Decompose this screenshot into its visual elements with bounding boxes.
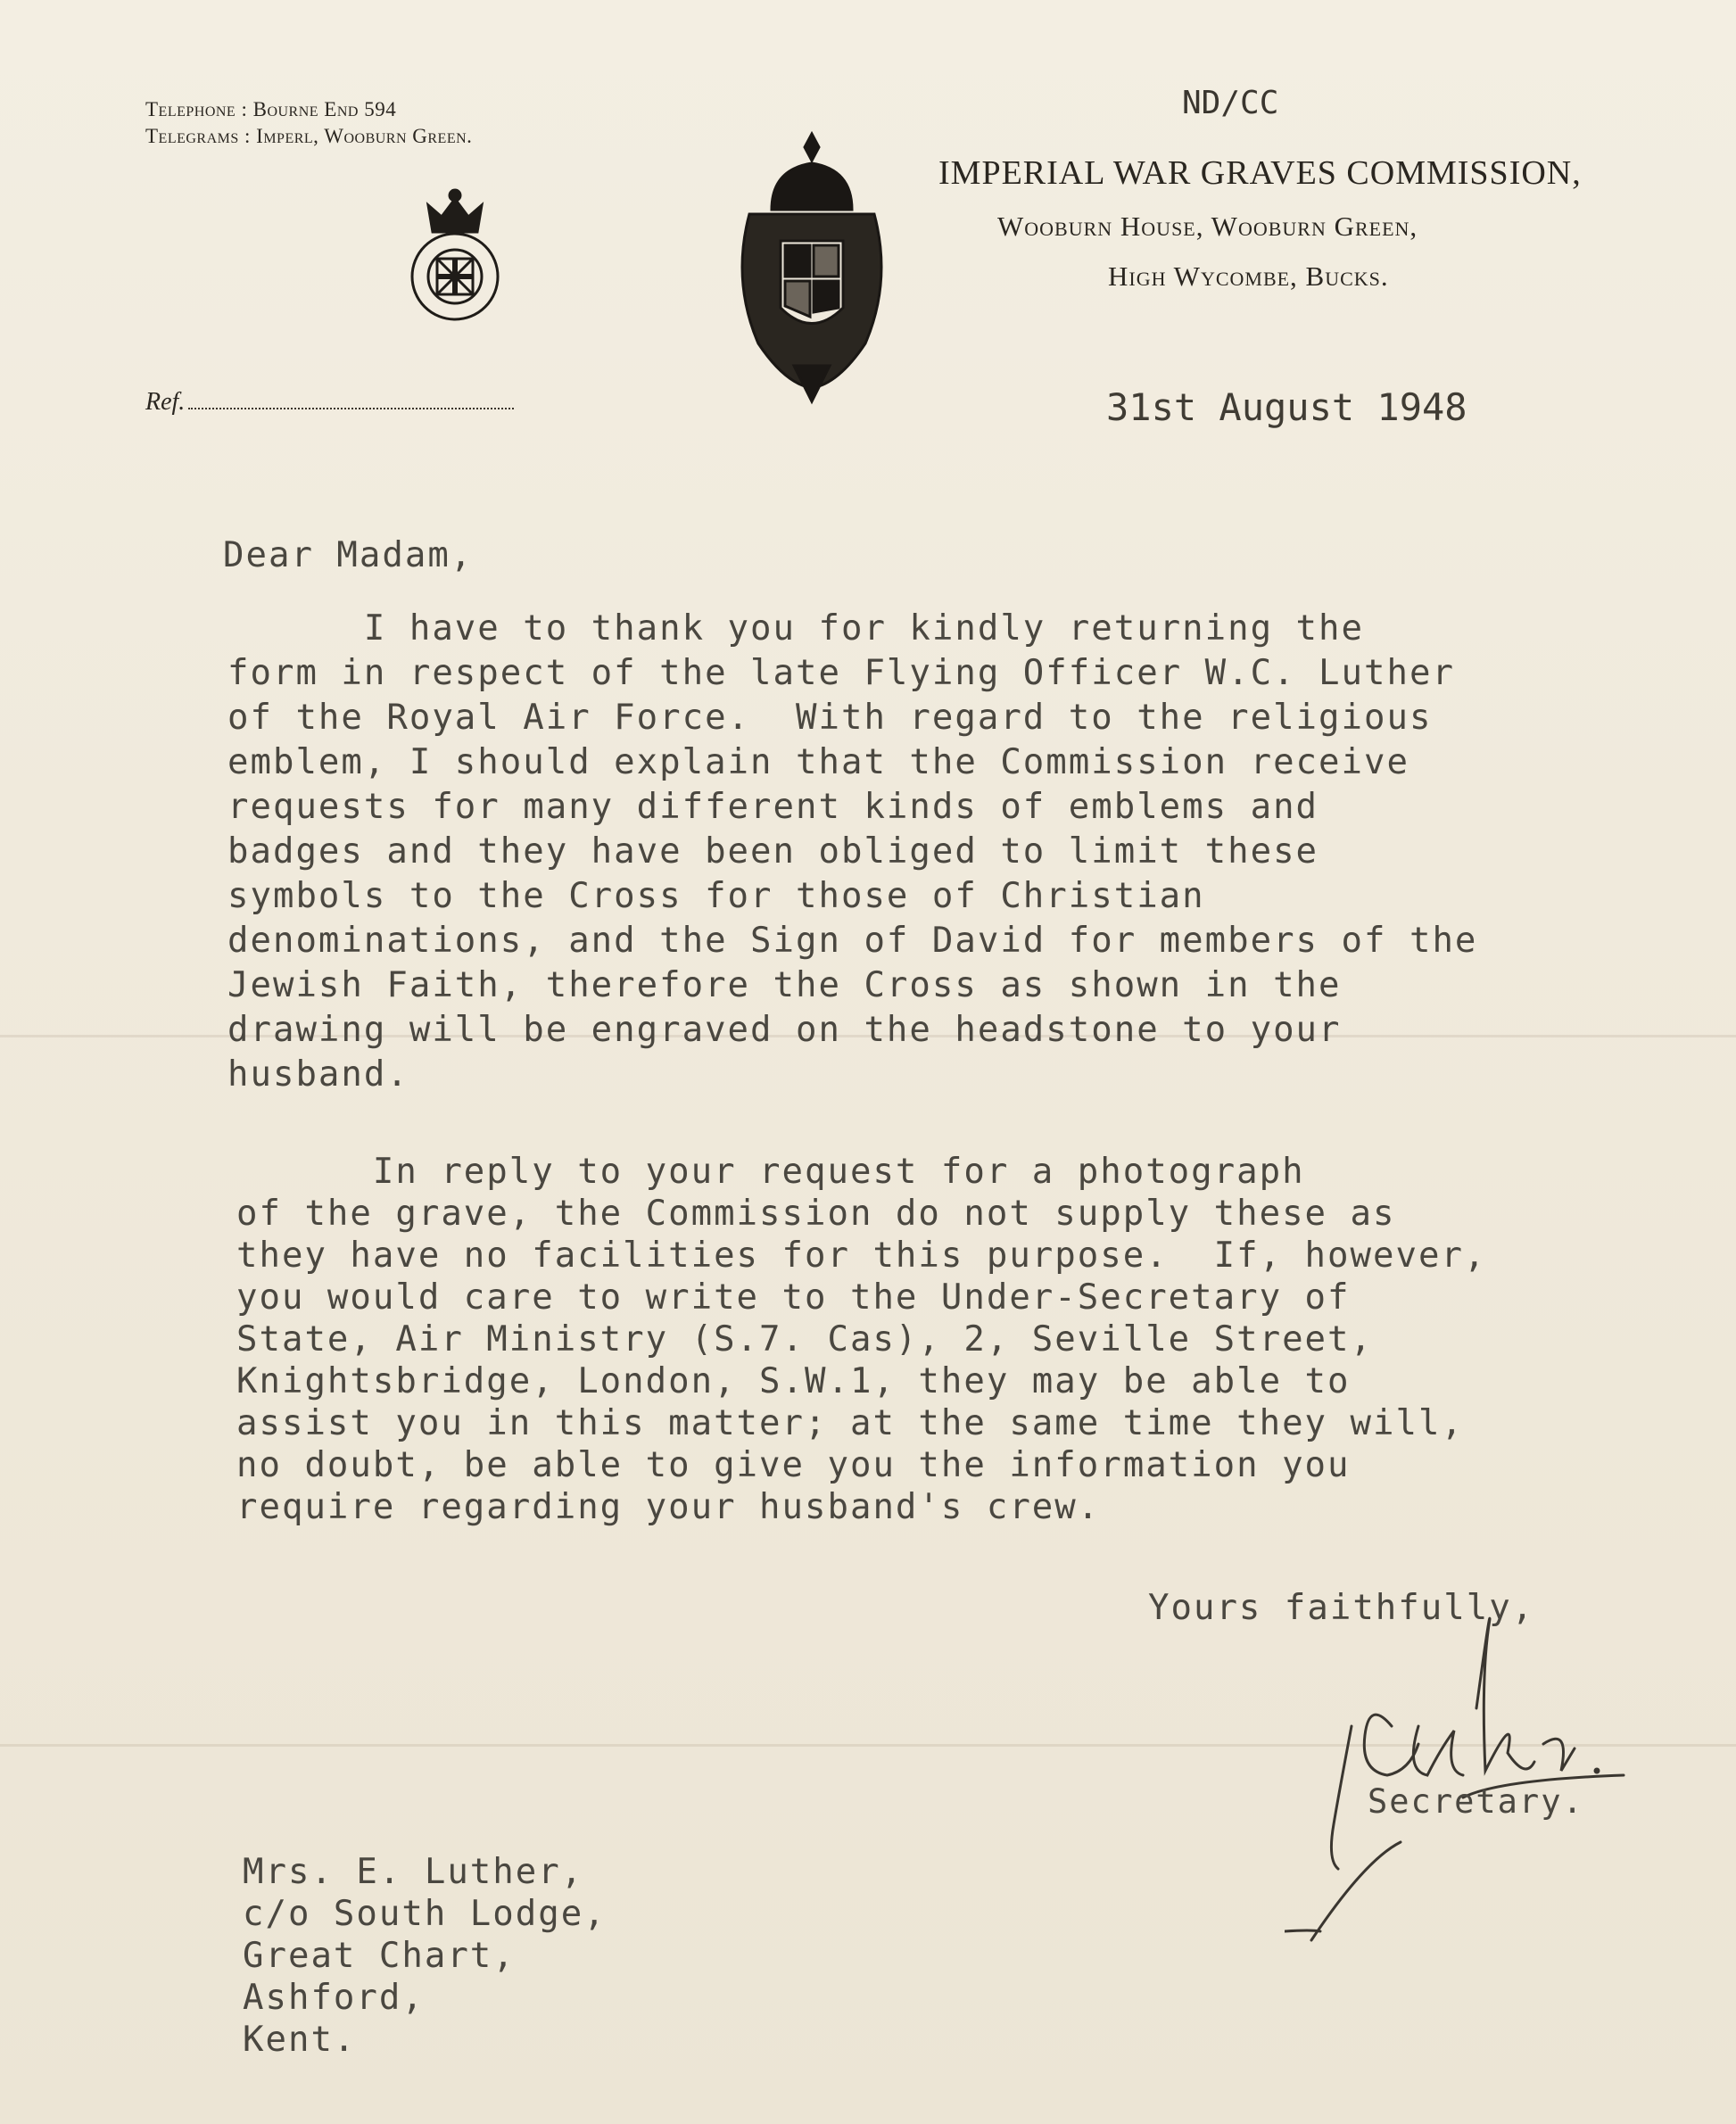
- body-line: In reply to your request for a photograph: [236, 1152, 1305, 1192]
- body-line: requests for many different kinds of emblems and: [227, 787, 1319, 827]
- body-line: assist you in this matter; at the same time they will,: [236, 1403, 1464, 1443]
- national-scheme-badge-icon: [406, 183, 504, 326]
- salutation: Dear Madam,: [223, 535, 474, 575]
- body-paragraph-2: [236, 1151, 1486, 1528]
- telegrams-line: Telegrams : Imperl, Wooburn Green.: [145, 125, 473, 147]
- recipient-line: Great Chart,: [243, 1936, 516, 1976]
- body-line: Knightsbridge, London, S.W.1, they may be able to: [236, 1361, 1351, 1401]
- organization-name: IMPERIAL WAR GRAVES COMMISSION,: [938, 154, 1582, 192]
- recipient-line: Ashford,: [243, 1978, 425, 2018]
- closing: Yours faithfully,: [1148, 1588, 1535, 1628]
- body-line: drawing will be engraved on the headstone to your: [227, 1010, 1342, 1050]
- body-line: require regarding your husband's crew.: [236, 1487, 1101, 1527]
- body-line: badges and they have been obliged to limit these: [227, 831, 1319, 872]
- recipient-line: Mrs. E. Luther,: [243, 1852, 584, 1892]
- body-line: I have to thank you for kindly returning the: [227, 608, 1364, 649]
- body-line: they have no facilities for this purpose. If, however,: [236, 1236, 1487, 1276]
- body-paragraph-1: [227, 607, 1477, 1097]
- body-line: no doubt, be able to give you the information you: [236, 1445, 1351, 1485]
- ref-field: [145, 388, 514, 417]
- handwritten-signature: [1285, 1592, 1659, 1967]
- letter-date: 31st August 1948: [1106, 385, 1467, 429]
- reference-code: ND/CC: [1182, 85, 1279, 121]
- body-line: denominations, and the Sign of David for members of the: [227, 921, 1478, 961]
- address-line-1: Wooburn House, Wooburn Green,: [997, 211, 1418, 242]
- body-line: Jewish Faith, therefore the Cross as shown in the: [227, 965, 1342, 1005]
- royal-coat-of-arms-icon: [723, 129, 901, 410]
- telephone-line: Telephone : Bourne End 594: [145, 98, 397, 120]
- body-line: you would care to write to the Under-Secretary of: [236, 1277, 1351, 1318]
- recipient-line: Kent.: [243, 2020, 357, 2060]
- body-line: symbols to the Cross for those of Christian: [227, 876, 1205, 916]
- body-line: State, Air Ministry (S.7. Cas), 2, Seville Street,: [236, 1319, 1373, 1360]
- body-line: form in respect of the late Flying Officer W.C. Luther: [227, 653, 1455, 693]
- recipient-address: [243, 1851, 607, 2061]
- signatory-title: Secretary.: [1368, 1782, 1584, 1821]
- body-line: husband.: [227, 1054, 409, 1095]
- contact-block: [145, 96, 472, 150]
- recipient-line: c/o South Lodge,: [243, 1894, 607, 1934]
- ref-label: Ref.: [145, 388, 186, 416]
- organization-block: [937, 153, 1668, 293]
- body-line: of the Royal Air Force. With regard to the religious: [227, 698, 1433, 738]
- body-line: emblem, I should explain that the Commission receive: [227, 742, 1409, 782]
- body-line: of the grave, the Commission do not supply these as: [236, 1194, 1396, 1234]
- ref-dotted-line: [188, 390, 514, 409]
- address-line-2: High Wycombe, Bucks.: [1108, 260, 1389, 292]
